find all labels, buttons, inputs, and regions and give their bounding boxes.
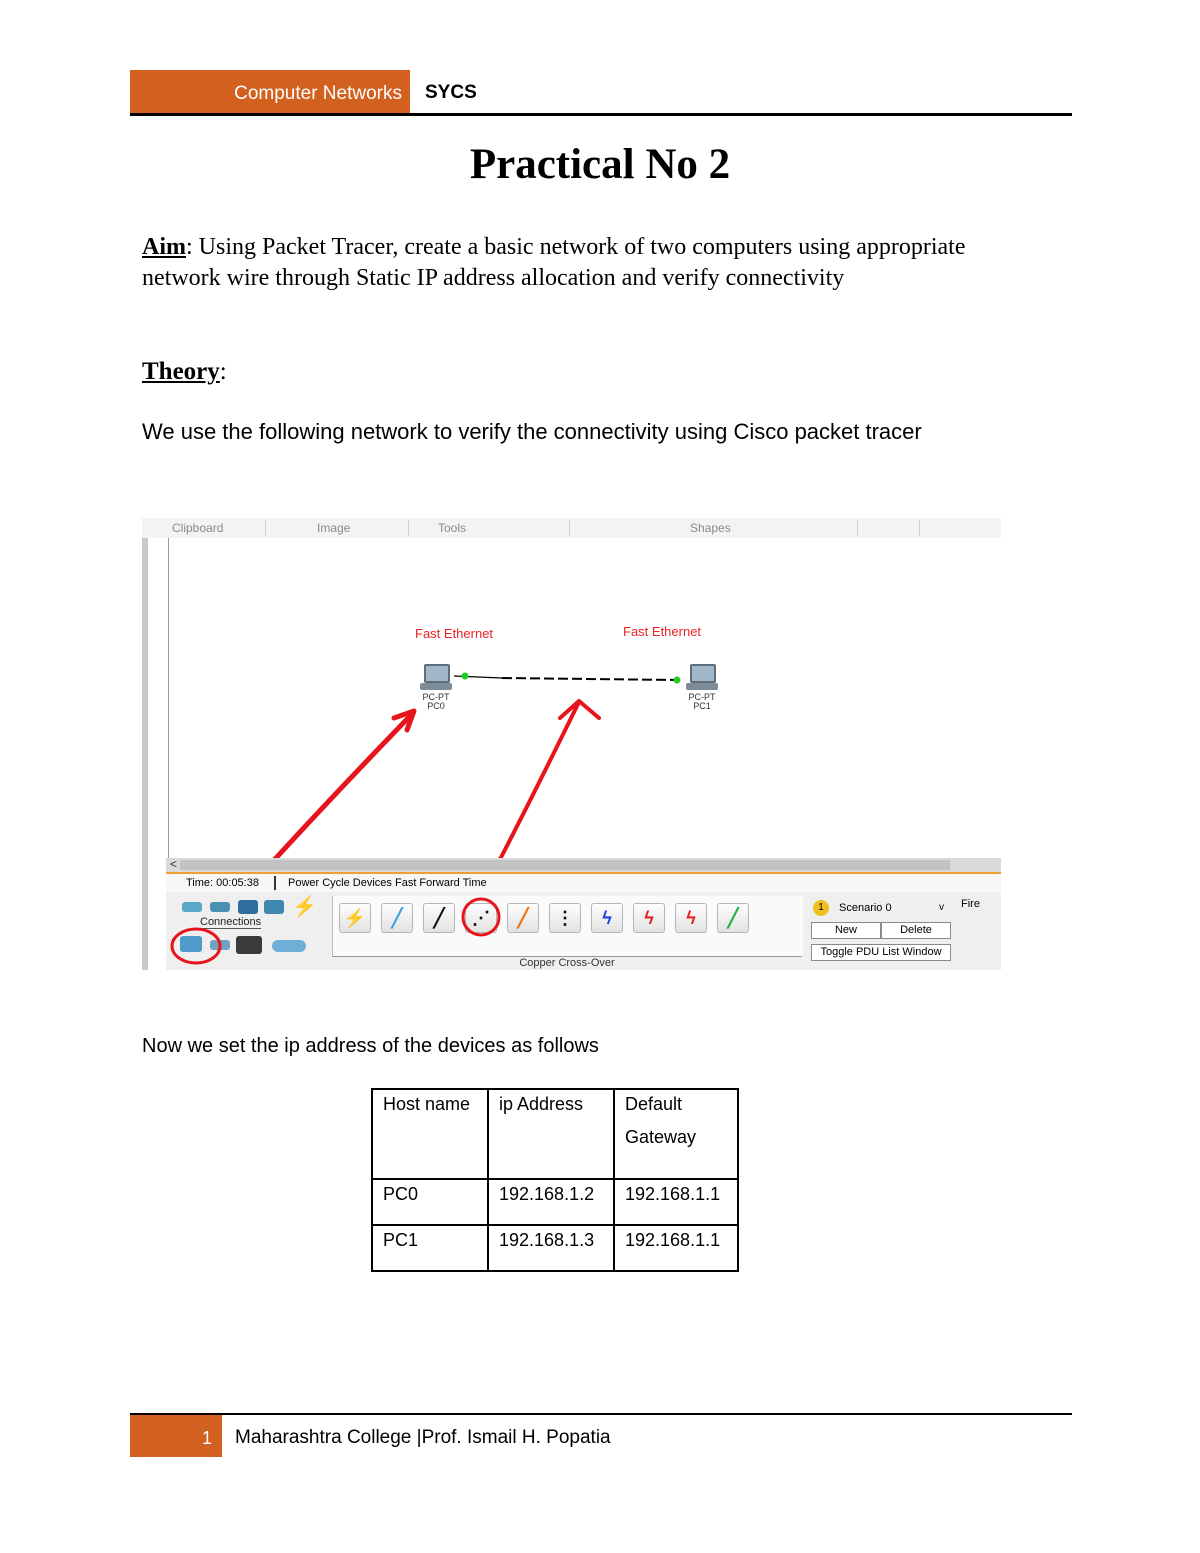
cross-over-button[interactable]: ⋰ [465, 903, 497, 933]
ribbon-tools: Tools [438, 521, 467, 535]
serial-dte-button[interactable]: ϟ [675, 903, 707, 933]
console-cable-button[interactable]: ╱ [381, 903, 413, 933]
link-light-pc0 [462, 673, 469, 680]
ip-address-table [371, 1088, 739, 1272]
connections-category-icon[interactable]: ⚡ [292, 896, 317, 918]
scenario-icon: 1 [813, 900, 829, 916]
header-default-gateway [614, 1089, 738, 1179]
header-course: Computer Networks [234, 83, 402, 104]
aim-label: Aim [142, 234, 186, 260]
intro-paragraph: We use the following network to verify the connectivity using Cisco packet tracer [142, 419, 922, 444]
ribbon-clipboard: Clipboard [172, 521, 224, 535]
straight-through-button[interactable]: ╱ [423, 903, 455, 933]
wireless-category-icon[interactable] [264, 900, 284, 914]
header-gateway-line2: Gateway [625, 1127, 697, 1147]
multiuser-icon[interactable] [272, 940, 306, 952]
page-number: 1 [201, 1428, 212, 1448]
packet-tracer-screenshot [142, 518, 1001, 970]
pc1-name-label: PC1 [693, 701, 711, 711]
scenario-select[interactable]: Scenario 0 [839, 902, 892, 914]
realtime-status-bar [166, 872, 1001, 894]
device-panel [166, 892, 1001, 970]
custom-devices-icon[interactable] [236, 936, 262, 954]
scroll-left-icon[interactable]: < [170, 857, 178, 871]
fire-column-header: Fire [961, 898, 980, 910]
header-class: SYCS [425, 82, 477, 103]
aim-text: : Using Packet Tracer, create a basic network of two computers using appropriate network wire through Static IP address allocation and verify connectivity [142, 234, 966, 291]
cell-host: PC0 [372, 1179, 488, 1225]
theory-heading [142, 358, 227, 386]
status-controls[interactable]: Power Cycle Devices Fast Forward Time [288, 877, 487, 889]
pc0-type-label: PC-PT [422, 692, 450, 702]
page-title: Practical No 2 [469, 141, 731, 188]
connection-name-label: Copper Cross-Over [332, 956, 802, 970]
header-host-name: Host name [372, 1089, 488, 1179]
ribbon-shapes: Shapes [690, 521, 731, 535]
table-row [372, 1225, 738, 1271]
table-header-row [372, 1089, 738, 1179]
category-label: Connections [200, 916, 262, 928]
link-segment [454, 676, 502, 678]
table-row [372, 1179, 738, 1225]
header-rule [130, 113, 1072, 116]
cell-host: PC1 [372, 1225, 488, 1271]
header-gateway-line1: Default [625, 1094, 683, 1114]
red-arrowhead-right [560, 701, 599, 718]
theory-label: Theory [142, 358, 220, 385]
red-circle-crossover [459, 896, 503, 940]
status-time: Time: 00:05:38 [186, 877, 259, 889]
theory-suffix: : [219, 358, 227, 385]
delete-scenario-button[interactable]: Delete [881, 922, 951, 939]
cell-ip: 192.168.1.3 [488, 1225, 614, 1271]
auto-connection-button[interactable]: ⚡ [339, 903, 371, 933]
pdu-panel [811, 896, 1001, 966]
serial-dce-button[interactable]: ϟ [633, 903, 665, 933]
red-circle-end-devices [166, 926, 226, 970]
connection-types-panel [332, 896, 803, 956]
ip-intro-paragraph: Now we set the ip address of the devices as follows [142, 1035, 599, 1057]
router-category-icon[interactable] [182, 902, 202, 912]
octal-button[interactable]: ╱ [717, 903, 749, 933]
cell-ip: 192.168.1.2 [488, 1179, 614, 1225]
link-light-pc1 [674, 677, 681, 684]
hub-category-icon[interactable] [238, 900, 258, 914]
scroll-thumb[interactable] [180, 860, 950, 870]
header-ip-address: ip Address [488, 1089, 614, 1179]
toggle-pdu-list-button[interactable]: Toggle PDU List Window [811, 944, 951, 961]
switch-category-icon[interactable] [210, 902, 230, 912]
pc1-type-label: PC-PT [688, 692, 716, 702]
link-label-left: Fast Ethernet [415, 626, 494, 641]
fiber-button[interactable]: ╱ [507, 903, 539, 933]
footer-text: Maharashtra College |Prof. Ismail H. Popatia [235, 1427, 611, 1448]
cell-gateway: 192.168.1.1 [614, 1179, 738, 1225]
ribbon-image: Image [317, 521, 351, 535]
chevron-down-icon[interactable]: v [939, 902, 944, 913]
pc0-name-label: PC0 [427, 701, 445, 711]
coaxial-button[interactable]: ϟ [591, 903, 623, 933]
link-label-right: Fast Ethernet [623, 624, 702, 639]
canvas-hscrollbar[interactable] [166, 858, 1001, 872]
crossover-link [502, 678, 677, 680]
new-scenario-button[interactable]: New [811, 922, 881, 939]
cell-gateway: 192.168.1.1 [614, 1225, 738, 1271]
phone-button[interactable]: ⋮ [549, 903, 581, 933]
aim-paragraph [142, 232, 972, 294]
